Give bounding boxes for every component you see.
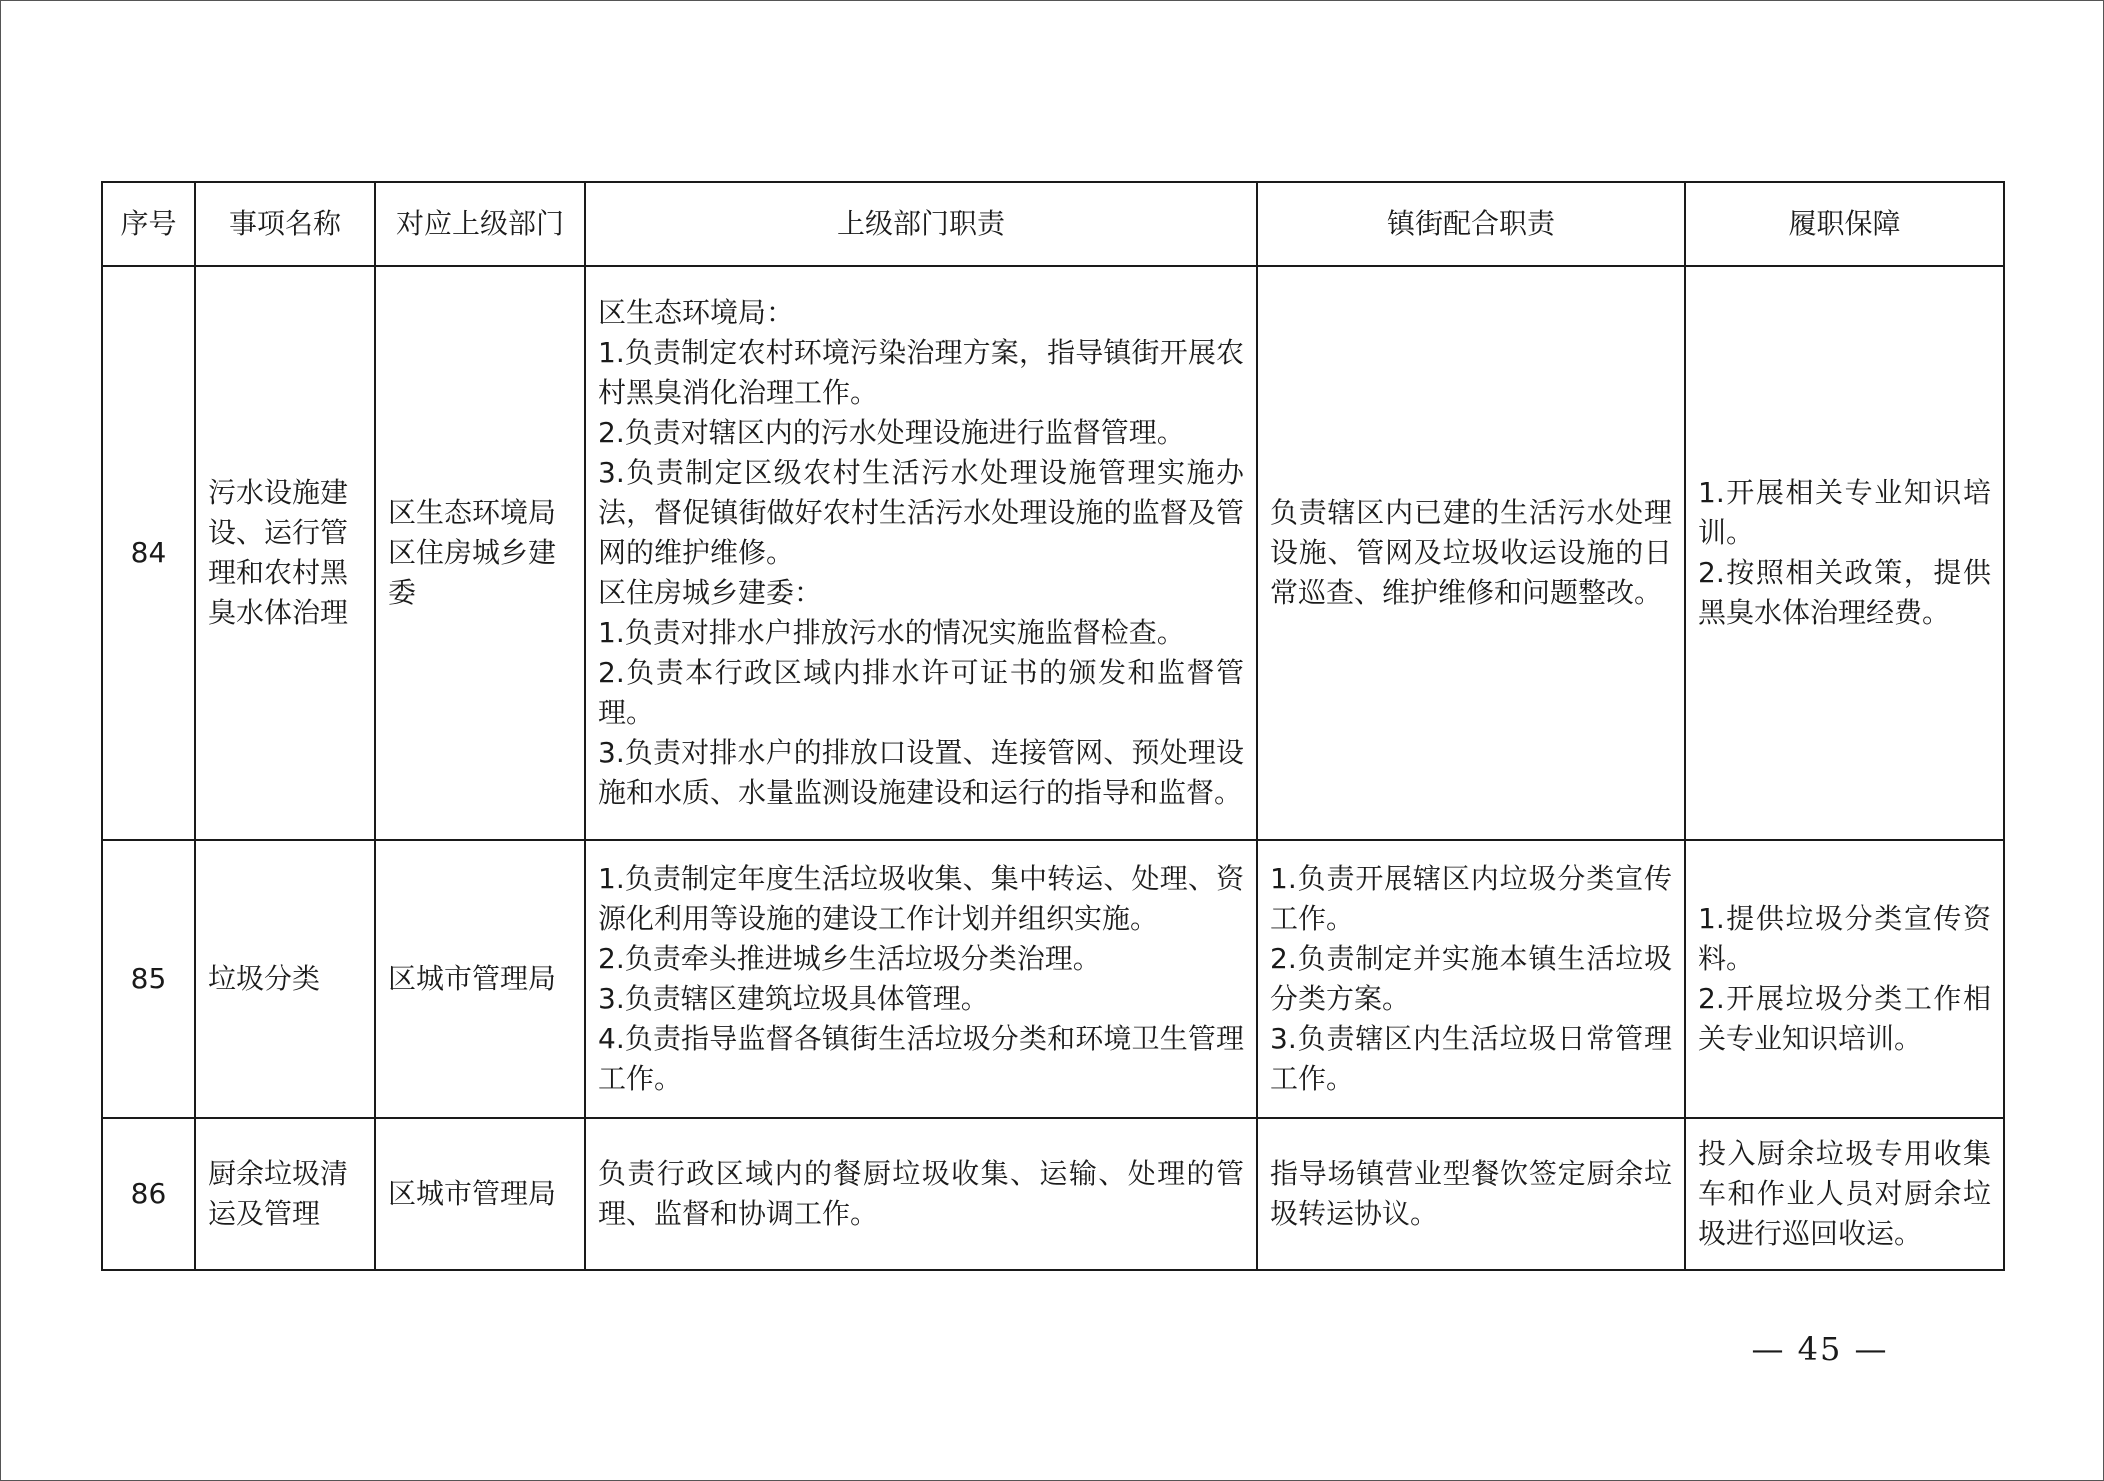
guarantee-line: 投入厨余垃圾专用收集车和作业人员对厨余垃圾进行巡回收运。	[1698, 1137, 1991, 1250]
header-seq: 序号	[102, 182, 195, 266]
guarantee	[1685, 840, 2004, 1118]
superior-dept: 区生态环境局区住房城乡建委	[375, 266, 585, 840]
header-superior-duties: 上级部门职责	[585, 182, 1257, 266]
row-number: 84	[102, 266, 195, 840]
header-item-name: 事项名称	[195, 182, 375, 266]
duty-line: 2.负责本行政区域内排水许可证书的颁发和监督管理。	[598, 656, 1244, 729]
duty-line: 3.负责制定区级农村生活污水处理设施管理实施办法，督促镇街做好农村生活污水处理设施的监督及管网的维护维修。	[598, 456, 1244, 569]
duty-table	[101, 181, 2005, 1271]
item-name: 厨余垃圾清运及管理	[195, 1118, 375, 1270]
guarantee-line: 1.开展相关专业知识培训。	[1698, 476, 1991, 549]
coop-line: 2.负责制定并实施本镇生活垃圾分类方案。	[1270, 942, 1672, 1015]
guarantee	[1685, 266, 2004, 840]
superior-dept: 区城市管理局	[375, 1118, 585, 1270]
coop-line: 3.负责辖区内生活垃圾日常管理工作。	[1270, 1022, 1672, 1095]
duty-line: 2.负责对辖区内的污水处理设施进行监督管理。	[598, 416, 1185, 449]
town-cooperation	[1257, 840, 1685, 1118]
duty-line: 负责行政区域内的餐厨垃圾收集、运输、处理的管理、监督和协调工作。	[598, 1157, 1244, 1230]
town-cooperation	[1257, 266, 1685, 840]
table-row	[102, 1118, 2004, 1270]
duty-line: 1.负责制定农村环境污染治理方案，指导镇街开展农村黑臭消化治理工作。	[598, 336, 1244, 409]
guarantee-line: 1.提供垃圾分类宣传资料。	[1698, 902, 1991, 975]
header-guarantee: 履职保障	[1685, 182, 2004, 266]
coop-line: 指导场镇营业型餐饮签定厨余垃圾转运协议。	[1270, 1157, 1672, 1230]
row-number: 85	[102, 840, 195, 1118]
table-header-row	[102, 182, 2004, 266]
superior-duties	[585, 266, 1257, 840]
row-number: 86	[102, 1118, 195, 1270]
coop-line: 1.负责开展辖区内垃圾分类宣传工作。	[1270, 862, 1672, 935]
superior-dept: 区城市管理局	[375, 840, 585, 1118]
superior-duties	[585, 840, 1257, 1118]
header-superior-dept: 对应上级部门	[375, 182, 585, 266]
coop-line: 负责辖区内已建的生活污水处理设施、管网及垃圾收运设施的日常巡查、维护维修和问题整改。	[1270, 496, 1672, 609]
duty-line: 3.负责辖区建筑垃圾具体管理。	[598, 982, 989, 1015]
guarantee	[1685, 1118, 2004, 1270]
duty-line: 3.负责对排水户的排放口设置、连接管网、预处理设施和水质、水量监测设施建设和运行的指导和监督。	[598, 736, 1244, 809]
guarantee-line: 2.开展垃圾分类工作相关专业知识培训。	[1698, 982, 1991, 1055]
superior-duties	[585, 1118, 1257, 1270]
duty-line: 区生态环境局：	[598, 296, 795, 329]
page-number: — 45 —	[1751, 1330, 1889, 1368]
guarantee-line: 2.按照相关政策，提供黑臭水体治理经费。	[1698, 556, 1991, 629]
duty-line: 区住房城乡建委：	[598, 576, 823, 609]
table-row	[102, 266, 2004, 840]
duty-line: 4.负责指导监督各镇街生活垃圾分类和环境卫生管理工作。	[598, 1022, 1244, 1095]
table-row	[102, 840, 2004, 1118]
duty-line: 1.负责对排水户排放污水的情况实施监督检查。	[598, 616, 1185, 649]
duty-line: 2.负责牵头推进城乡生活垃圾分类治理。	[598, 942, 1101, 975]
duty-line: 1.负责制定年度生活垃圾收集、集中转运、处理、资源化利用等设施的建设工作计划并组织实施。	[598, 862, 1244, 935]
item-name: 垃圾分类	[195, 840, 375, 1118]
town-cooperation	[1257, 1118, 1685, 1270]
item-name: 污水设施建设、运行管理和农村黑臭水体治理	[195, 266, 375, 840]
header-town-cooperation: 镇街配合职责	[1257, 182, 1685, 266]
